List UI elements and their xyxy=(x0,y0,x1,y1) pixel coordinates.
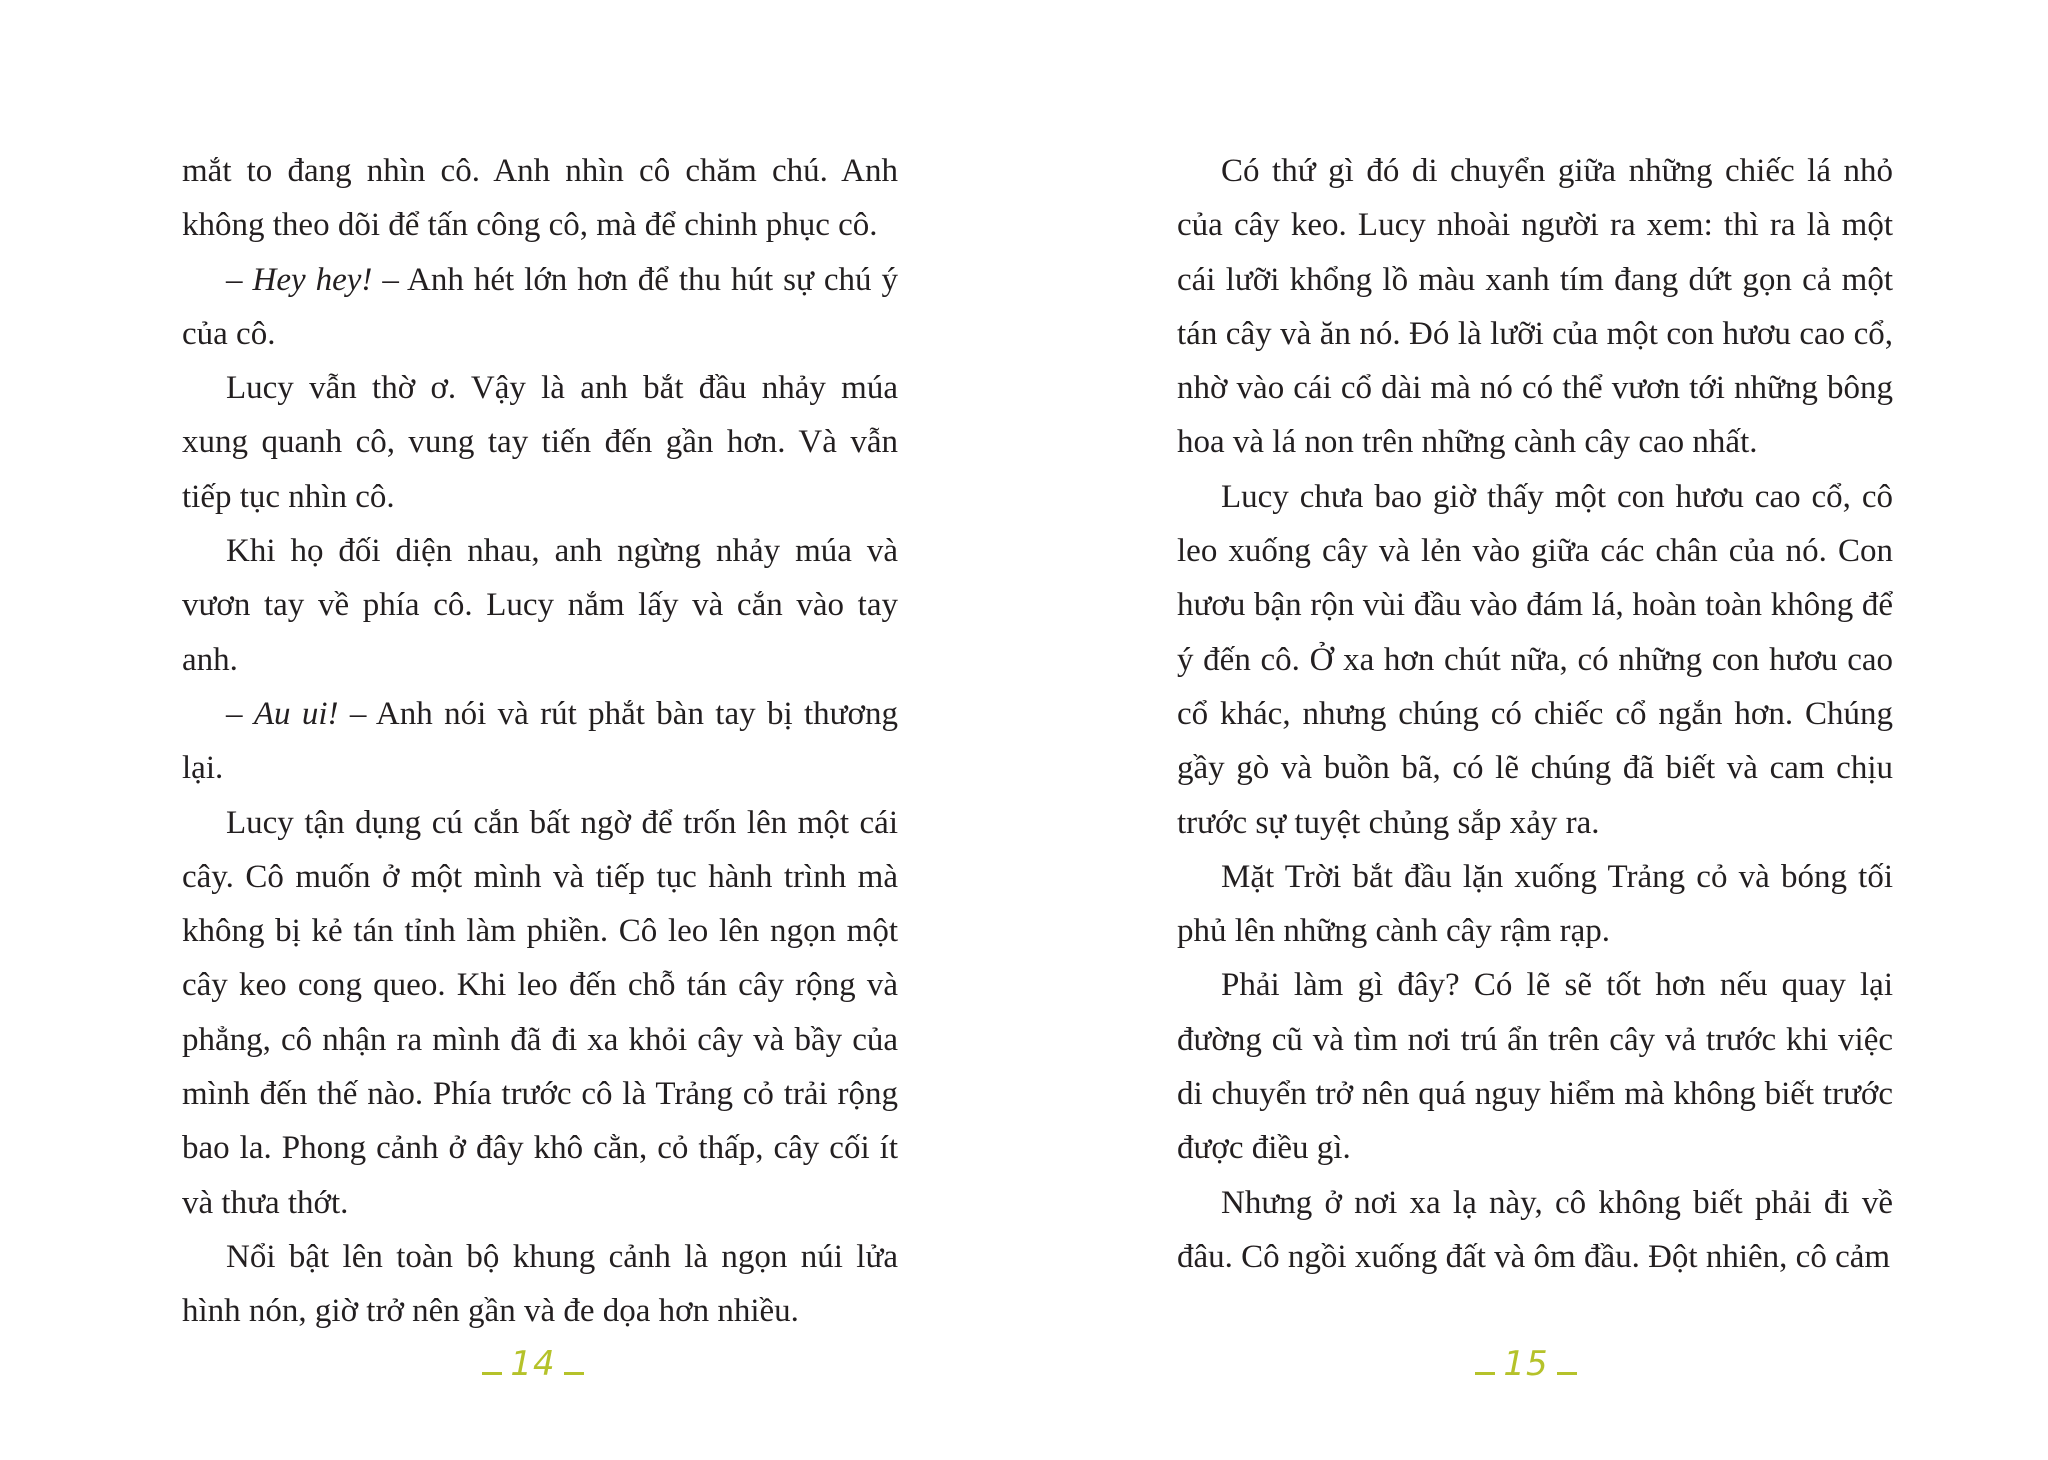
paragraph xyxy=(182,1230,898,1339)
page-number-right xyxy=(1466,1344,1586,1384)
page-number-left xyxy=(473,1344,593,1384)
dash-decoration xyxy=(1475,1372,1495,1375)
text-run: Có thứ gì đó di chuyển giữa những chiếc lá nhỏ của cây keo. Lucy nhoài người ra xem: thì ra là một cái lưỡi khổng lồ màu xanh tím đang dứt gọn cả một tán cây và ăn nó. Đó là lưỡi của một con hươu cao cổ, nhờ vào cái cổ dài mà nó có thể vươn tới những bông hoa và lá non trên những cành cây cao nhất. xyxy=(1177,153,1893,461)
dash-decoration xyxy=(564,1372,584,1375)
paragraph xyxy=(1177,850,1893,959)
paragraph xyxy=(1177,144,1893,470)
left-page-text xyxy=(182,144,898,1339)
text-run: Lucy vẫn thờ ơ. Vậy là anh bắt đầu nhảy múa xung quanh cô, vung tay tiến đến gần hơn. Và vẫn tiếp tục nhìn cô. xyxy=(182,370,898,515)
paragraph-dialogue xyxy=(182,687,898,796)
paragraph xyxy=(182,796,898,1230)
page-number-value: 15 xyxy=(1503,1344,1549,1384)
text-run: Nhưng ở nơi xa lạ này, cô không biết phải đi về đâu. Cô ngồi xuống đất và ôm đầu. Đột nhiên, cô cảm xyxy=(1177,1184,1893,1275)
text-run: Lucy chưa bao giờ thấy một con hươu cao cổ, cô leo xuống cây và lẻn vào giữa các chân của nó. Con hươu bận rộn vùi đầu vào đám lá, hoàn toàn không để ý đến cô. Ở xa hơn chút nữa, có những con hươu cao cổ khác, nhưng chúng có chiếc cổ ngắn hơn. Chúng gầy gò và buồn bã, có lẽ chúng đã biết và cam chịu trước sự tuyệt chủng sắp xảy ra. xyxy=(1177,478,1893,841)
right-page-text xyxy=(1177,144,1893,1284)
paragraph xyxy=(182,144,898,253)
paragraph xyxy=(182,524,898,687)
paragraph xyxy=(182,361,898,524)
paragraph xyxy=(1177,470,1893,850)
text-run: Nổi bật lên toàn bộ khung cảnh là ngọn núi lửa hình nón, giờ trở nên gần và đe dọa hơn nhiều. xyxy=(182,1238,898,1330)
dash-decoration xyxy=(482,1372,502,1375)
dash-decoration xyxy=(1557,1372,1577,1375)
text-run: Khi họ đối diện nhau, anh ngừng nhảy múa và vươn tay về phía cô. Lucy nắm lấy và cắn vào tay anh. xyxy=(182,533,898,678)
text-run: – xyxy=(226,261,253,298)
text-run: Phải làm gì đây? Có lẽ sẽ tốt hơn nếu quay lại đường cũ và tìm nơi trú ẩn trên cây vả trước khi việc di chuyển trở nên quá nguy hiểm mà không biết trước được điều gì. xyxy=(1177,967,1893,1167)
paragraph xyxy=(1177,958,1893,1175)
italic-text-run: Hey hey! xyxy=(252,261,373,298)
text-run: mắt to đang nhìn cô. Anh nhìn cô chăm chú. Anh không theo dõi để tấn công cô, mà để chinh phục cô. xyxy=(182,153,898,244)
italic-text-run: Au ui! xyxy=(253,695,339,732)
text-run: – Anh hét lớn hơn để thu hút sự chú ý của cô. xyxy=(182,261,899,352)
right-page xyxy=(1024,0,2048,1460)
text-run: – Anh nói và rút phắt bàn tay bị thương lại. xyxy=(182,695,898,787)
paragraph xyxy=(1177,1176,1893,1285)
paragraph-dialogue xyxy=(182,253,898,362)
text-run: – xyxy=(226,695,254,732)
text-run: Mặt Trời bắt đầu lặn xuống Trảng cỏ và bóng tối phủ lên những cành cây rậm rạp. xyxy=(1177,858,1893,950)
page-number-value: 14 xyxy=(510,1344,556,1384)
text-run: Lucy tận dụng cú cắn bất ngờ để trốn lên một cái cây. Cô muốn ở một mình và tiếp tục hành trình mà không bị kẻ tán tỉnh làm phiền. Cô leo lên ngọn một cây keo cong queo. Khi leo đến chỗ tán cây rộng và phẳng, cô nhận ra mình đã đi xa khỏi cây và bầy của mình đến thế nào. Phía trước cô là Trảng cỏ trải rộng bao la. Phong cảnh ở đây khô cằn, cỏ thấp, cây cối ít và thưa thớt. xyxy=(182,804,898,1221)
